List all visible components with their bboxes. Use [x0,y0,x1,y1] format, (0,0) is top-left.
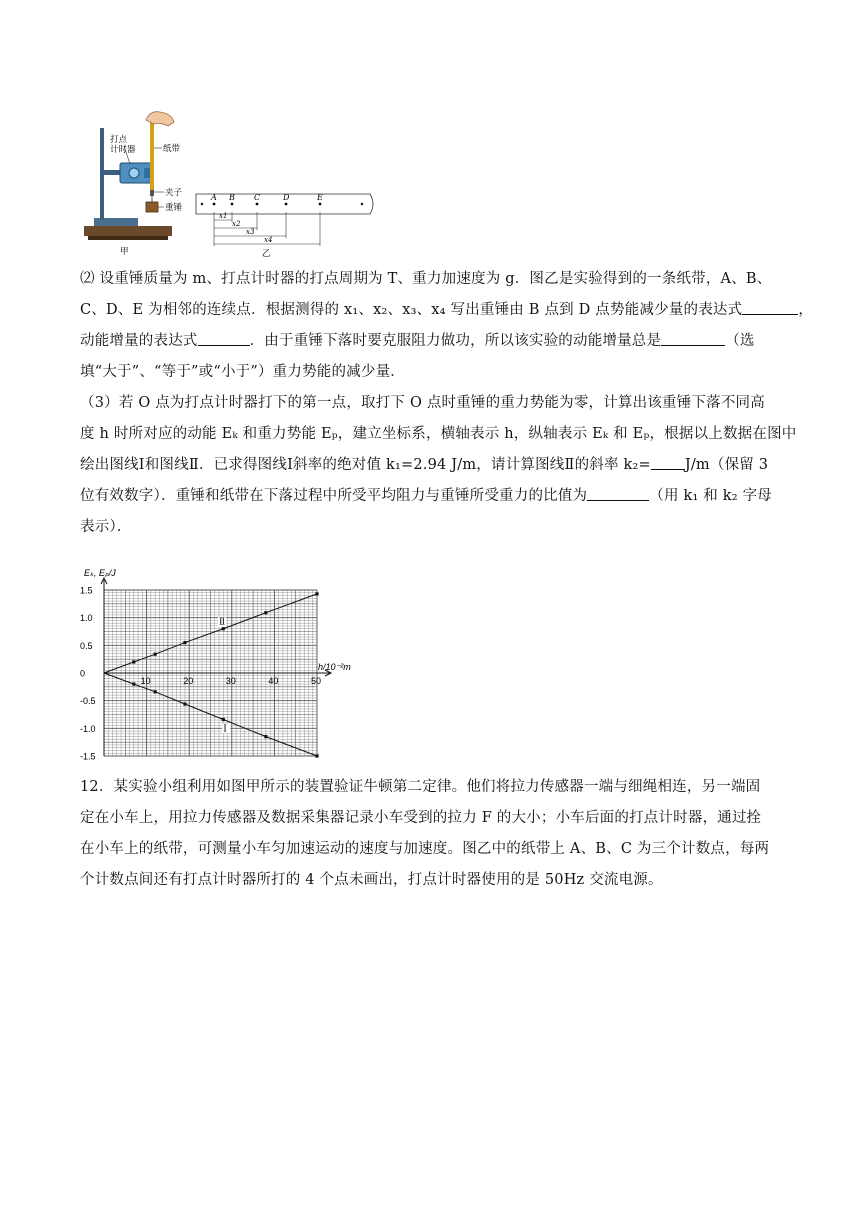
question-2 [80,264,814,388]
q3-line-2: 度 h 时所对应的动能 Eₖ 和重力势能 Eₚ，建立坐标系，横轴表示 h，纵轴表示 Eₖ 和 Eₚ，根据以上数据在图中 [80,426,797,442]
tape-point-e: E [317,193,323,202]
label-tape: 纸带 [163,144,181,154]
y-tick-label: -0.5 [80,696,96,707]
apparatus-figure [80,108,380,260]
series-label: Ⅱ [219,617,226,628]
y-tick-label: -1.0 [80,723,96,734]
q2-line-1: ⑵ 设重锤质量为 m、打点计时器的打点周期为 T、重力加速度为 g．图乙是实验得到的一条纸带，A、B、 [80,271,772,287]
q2-line-3a: 动能增量的表达式 [80,333,198,349]
q2-line-2-end: ， [798,302,814,318]
data-point [132,660,135,663]
answer-blank-pe[interactable] [742,299,798,315]
tape-point-a: A [211,193,217,202]
distance-x3: x3 [246,228,255,236]
paper-tape [150,120,154,190]
y-tick-label: -1.5 [80,751,96,762]
y-tick-label: 1.5 [80,585,93,596]
y-tick-label: 0.5 [80,640,93,651]
distance-x4: x4 [264,236,273,244]
q3-line-3b: J/m（保留 3 [684,457,769,473]
table-top [84,226,172,236]
y-axis-label: Eₖ, Eₚ/J [84,568,116,578]
x-tick-label: 30 [225,676,236,686]
answer-blank-k2[interactable] [651,454,685,470]
distance-x1: x1 [219,212,228,220]
label-weight: 重锤 [165,203,183,213]
caption-a: 甲 [120,247,129,257]
x-tick-label: 10 [140,676,151,686]
data-point [132,682,135,685]
q2-line-3c: （选 [725,333,755,349]
x-tick-label: 40 [268,676,279,686]
data-point [264,611,267,614]
data-point [315,754,318,757]
q12-line-1: 12．某实验小组利用如图甲所示的装置验证牛顿第二定律。他们将拉力传感器一端与细绳相连，另一端固 [80,779,761,795]
data-point [183,702,186,705]
series [104,592,322,757]
q2-line-2: C、D、E 为相邻的连续点．根据测得的 x₁、x₂、x₃、x₄ 写出重锤由 B 点到 D 点势能减少量的表达式 [80,302,743,318]
x-axis-label: h/10⁻²m [318,662,351,672]
answer-blank-compare[interactable] [661,330,725,346]
question-3 [80,388,797,543]
x-tick-label: 50 [311,676,322,686]
q3-line-3a: 绘出图线Ⅰ和图线Ⅱ．已求得图线Ⅰ斜率的绝对值 k₁=2.94 J/m，请计算图线Ⅱ的斜率 k₂= [80,457,651,473]
data-point [183,641,186,644]
q3-line-4b: （用 k₁ 和 k₂ 字母 [649,488,772,504]
q12-line-2: 定在小车上，用拉力传感器及数据采集器记录小车受到的拉力 F 的大小；小车后面的打点计时器，通过拴 [80,810,762,826]
label-clip: 夹子 [165,188,183,198]
tape-point-b: B [229,193,235,202]
y-tick-label: 0 [80,668,86,679]
q12-line-4: 个计数点间还有打点计时器所打的 4 个点未画出，打点计时器使用的是 50Hz 交流电源。 [80,872,663,888]
tape-point-c: C [254,193,261,202]
energy-height-graph [78,566,360,764]
data-point [154,653,157,656]
label-timer-1: 打点 [110,135,128,145]
q12-line-3: 在小车上的纸带，可测量小车匀加速运动的速度与加速度。图乙中的纸带上 A、B、C 为三个计数点，每两 [80,841,770,857]
q2-line-4: 填“大于”、“等于”或“小于”）重力势能的减少量． [80,364,405,380]
distance-x2: x2 [232,220,241,228]
q3-line-1: （3）若 O 点为打点计时器打下的第一点，取打下 O 点时重锤的重力势能为零，计算出该重锤下落不同高 [80,395,765,411]
q3-line-5: 表示）． [80,519,132,535]
answer-blank-ratio[interactable] [587,485,649,501]
data-point [222,718,225,721]
answer-blank-ke[interactable] [198,330,250,346]
data-point [264,735,267,738]
tape-point-d: D [283,193,290,202]
x-tick-label: 20 [183,676,194,686]
weight-block [146,202,158,212]
series-label: Ⅰ [223,724,227,735]
q2-line-3b: ．由于重锤下落时要克服阻力做功，所以该实验的动能增量总是 [249,333,662,349]
caption-b: 乙 [262,249,271,259]
data-point [154,690,157,693]
question-12 [80,772,780,896]
q3-line-4a: 位有效数字）．重锤和纸带在下落过程中所受平均阻力与重锤所受重力的比值为 [80,488,588,504]
y-tick-label: 1.0 [80,613,93,624]
data-point [315,592,318,595]
label-timer-2: 计时器 [110,145,136,155]
axes [101,578,331,756]
